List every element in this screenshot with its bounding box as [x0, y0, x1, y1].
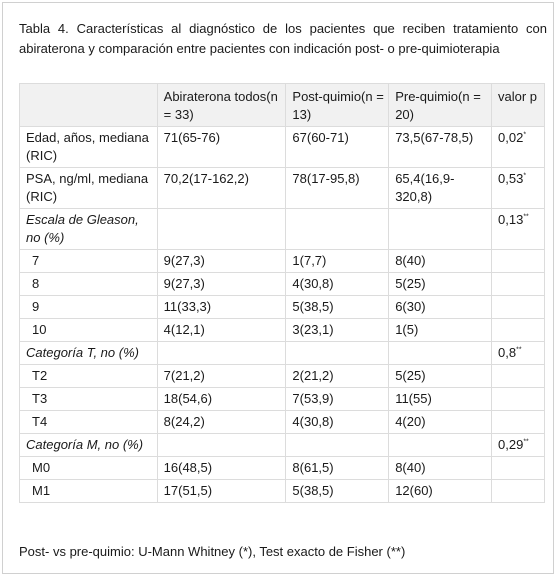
- test-mark: **: [523, 438, 529, 446]
- cell: 8(40): [389, 250, 492, 273]
- header-abiraterona: Abiraterona todos(n = 33): [157, 84, 286, 127]
- cell: [157, 434, 286, 457]
- cell: [389, 342, 492, 365]
- row-label: M1: [20, 480, 158, 503]
- cell: 1(5): [389, 319, 492, 342]
- table-row: [20, 388, 545, 411]
- p-value: 0,02: [498, 130, 524, 145]
- cell: 4(30,8): [286, 273, 389, 296]
- cell: 7(53,9): [286, 388, 389, 411]
- row-label: T3: [20, 388, 158, 411]
- cell: [389, 209, 492, 250]
- cell: 70,2(17-162,2): [157, 168, 286, 209]
- cell: 11(55): [389, 388, 492, 411]
- p-value-cell: [492, 127, 545, 168]
- row-label: 8: [20, 273, 158, 296]
- cell: 4(12,1): [157, 319, 286, 342]
- cell: 73,5(67-78,5): [389, 127, 492, 168]
- section-label: Categoría T, no (%): [20, 342, 158, 365]
- cell: 65,4(16,9-320,8): [389, 168, 492, 209]
- test-mark: *: [523, 172, 527, 180]
- cell: 7(21,2): [157, 365, 286, 388]
- cell: 67(60-71): [286, 127, 389, 168]
- cell: 8(40): [389, 457, 492, 480]
- cell: 78(17-95,8): [286, 168, 389, 209]
- test-mark: *: [523, 131, 527, 139]
- cell: [492, 457, 545, 480]
- cell: [157, 209, 286, 250]
- header-row: [20, 84, 545, 127]
- characteristics-table: [19, 83, 545, 503]
- cell: 5(38,5): [286, 296, 389, 319]
- p-value: 0,8: [498, 345, 517, 360]
- cell: [492, 411, 545, 434]
- cell: 4(30,8): [286, 411, 389, 434]
- row-label: T2: [20, 365, 158, 388]
- cell: 12(60): [389, 480, 492, 503]
- cell: [492, 250, 545, 273]
- table-row: [20, 434, 545, 457]
- cell: 9(27,3): [157, 273, 286, 296]
- row-label: 9: [20, 296, 158, 319]
- cell: [286, 434, 389, 457]
- cell: 4(20): [389, 411, 492, 434]
- cell: 8(24,2): [157, 411, 286, 434]
- table-row: [20, 319, 545, 342]
- table-row: [20, 209, 545, 250]
- cell: 6(30): [389, 296, 492, 319]
- cell: 2(21,2): [286, 365, 389, 388]
- cell: [286, 342, 389, 365]
- header-post-quimio: Post-quimio(n = 13): [286, 84, 389, 127]
- table-frame: [2, 2, 554, 574]
- p-value-cell: [492, 434, 545, 457]
- section-label: Escala de Gleason, no (%): [20, 209, 158, 250]
- cell: [492, 296, 545, 319]
- p-value: 0,29: [498, 437, 524, 452]
- row-label: T4: [20, 411, 158, 434]
- cell: [286, 209, 389, 250]
- cell: 9(27,3): [157, 250, 286, 273]
- cell: 16(48,5): [157, 457, 286, 480]
- cell: 5(38,5): [286, 480, 389, 503]
- p-value-cell: [492, 209, 545, 250]
- section-label: Categoría M, no (%): [20, 434, 158, 457]
- cell: [492, 319, 545, 342]
- p-value-cell: [492, 342, 545, 365]
- p-value: 0,53: [498, 171, 524, 186]
- cell: [492, 365, 545, 388]
- table-row: [20, 168, 545, 209]
- cell: 71(65-76): [157, 127, 286, 168]
- table-row: [20, 457, 545, 480]
- cell: 5(25): [389, 273, 492, 296]
- cell: 8(61,5): [286, 457, 389, 480]
- table-row: [20, 342, 545, 365]
- table-row: [20, 365, 545, 388]
- cell: 5(25): [389, 365, 492, 388]
- row-label: 7: [20, 250, 158, 273]
- table-row: [20, 273, 545, 296]
- p-value-cell: [492, 168, 545, 209]
- table-row: [20, 127, 545, 168]
- cell: [389, 434, 492, 457]
- cell: [157, 342, 286, 365]
- cell: [492, 273, 545, 296]
- cell: 1(7,7): [286, 250, 389, 273]
- row-label: 10: [20, 319, 158, 342]
- header-p-value: valor p: [492, 84, 545, 127]
- test-mark: **: [516, 346, 522, 354]
- cell: 18(54,6): [157, 388, 286, 411]
- table-row: [20, 411, 545, 434]
- cell: 17(51,5): [157, 480, 286, 503]
- header-empty: [20, 84, 158, 127]
- cell: [492, 388, 545, 411]
- table-footnote: Post- vs pre-quimio: U-Mann Whitney (*), Test exacto de Fisher (**): [19, 544, 406, 559]
- header-pre-quimio: Pre-quimio(n = 20): [389, 84, 492, 127]
- cell: [492, 480, 545, 503]
- row-label: Edad, años, mediana (RIC): [20, 127, 158, 168]
- test-mark: **: [523, 213, 529, 221]
- table-row: [20, 296, 545, 319]
- row-label: PSA, ng/ml, mediana (RIC): [20, 168, 158, 209]
- cell: 3(23,1): [286, 319, 389, 342]
- p-value: 0,13: [498, 212, 524, 227]
- row-label: M0: [20, 457, 158, 480]
- table-row: [20, 250, 545, 273]
- table-row: [20, 480, 545, 503]
- cell: 11(33,3): [157, 296, 286, 319]
- table-caption: Tabla 4. Características al diagnóstico de los pacientes que reciben tratamiento con abiraterona y comparación entre pacientes con indicación post- o pre-quimioterapia: [19, 21, 547, 56]
